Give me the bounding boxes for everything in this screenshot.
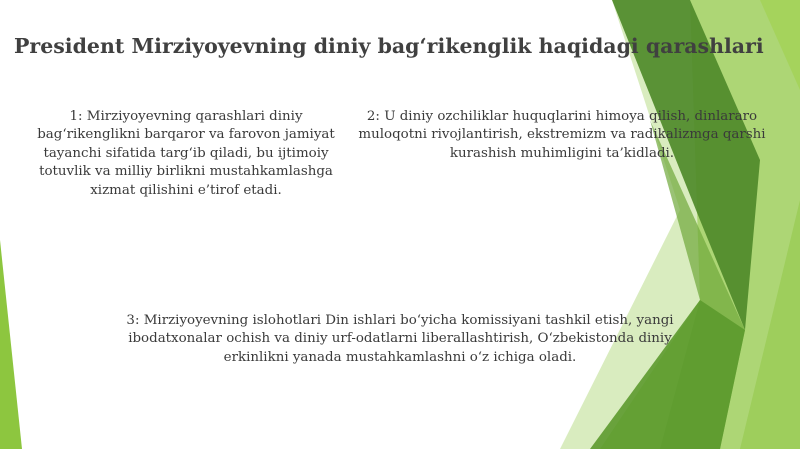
point-2-text: 2: U diniy ozchiliklar huquqlarini himoya qilish, dinlararo muloqotni rivojlantirish, ekstremizm va radikalizmga qarshi kurashish muhimligini ta’kidladi. <box>358 109 766 161</box>
point-3-text: 3: Mirziyoyevning islohotlari Din ishlari bo‘yicha komissiyani tashkil etish, yangi ibodatxonalar ochish va diniy urf-odatlarni liberallashtirish, O‘zbekistonda diniy erkinlikni yanada mustahkamlashni o‘z ichiga oladi. <box>126 313 674 365</box>
point-1-text: 1: Mirziyoyevning qarashlari diniy bag‘rikenglikni barqaror va farovon jamiyat tayanchi sifatida targ‘ib qiladi, bu ijtimoiy totuvlik va milliy birlikni mustahkamlashga xizmat qilishini e’tirof etadi. <box>37 109 335 198</box>
slide-title: President Mirziyoyevning diniy bag‘rikenglik haqidagi qarashlari <box>14 34 764 58</box>
bottom-left-sliver <box>0 240 22 449</box>
